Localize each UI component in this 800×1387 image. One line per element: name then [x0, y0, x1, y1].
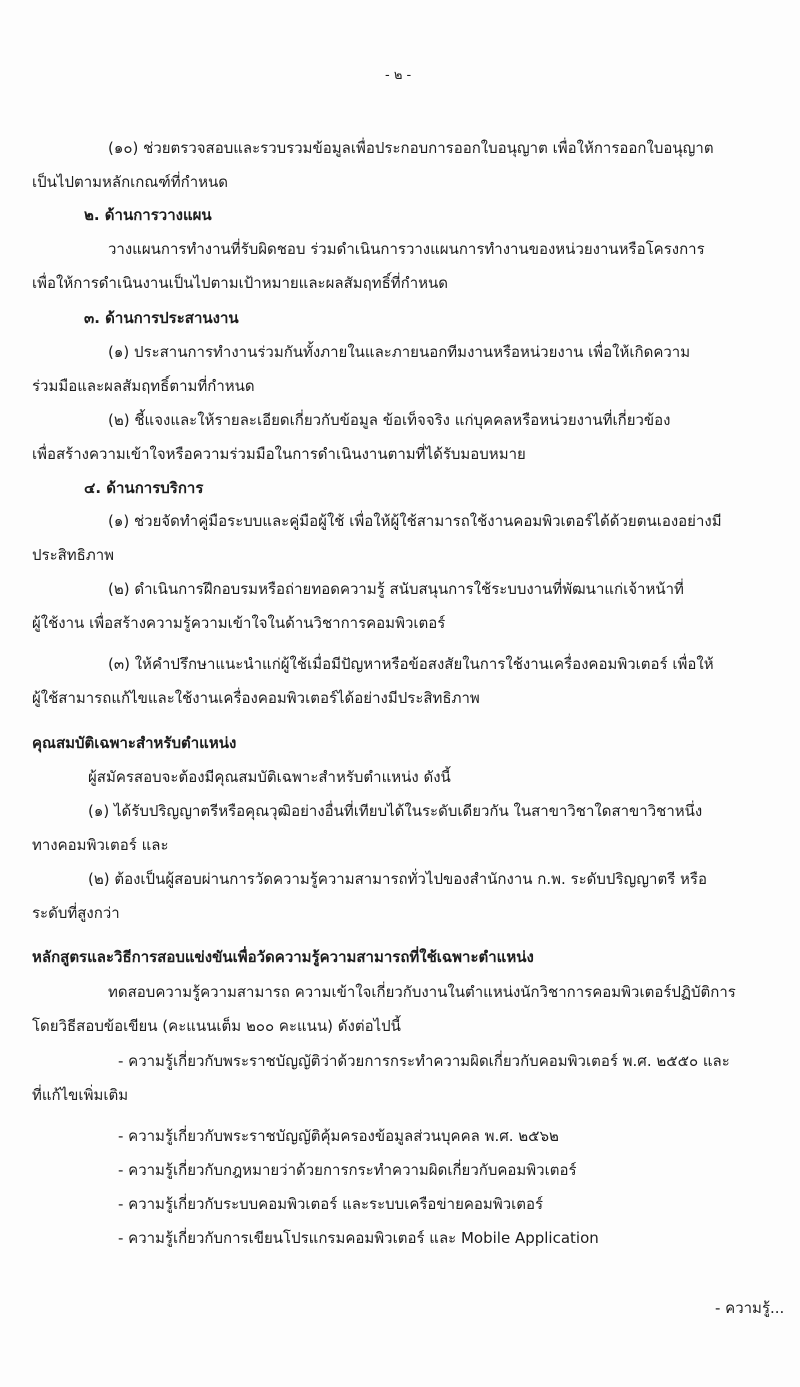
paragraph-line: ผู้ใช้สามารถแก้ไขและใช้งานเครื่องคอมพิวเตอร์ได้อย่างมีประสิทธิภาพ	[32, 689, 480, 707]
paragraph-line: ทดสอบความรู้ความสามารถ ความเข้าใจเกี่ยวกับงานในตำแหน่งนักวิชาการคอมพิวเตอร์ปฏิบัติการ	[108, 983, 736, 1001]
paragraph-line: ระดับที่สูงกว่า	[32, 904, 120, 922]
list-item: - ความรู้เกี่ยวกับการเขียนโปรแกรมคอมพิวเตอร์ และ Mobile Application	[118, 1229, 599, 1247]
paragraph-line: เป็นไปตามหลักเกณฑ์ที่กำหนด	[32, 173, 229, 191]
section-heading: ๒. ด้านการวางแผน	[84, 206, 212, 224]
paragraph-line: ผู้ใช้งาน เพื่อสร้างความรู้ความเข้าใจในด้านวิชาการคอมพิวเตอร์	[32, 614, 446, 632]
paragraph-line: (๑) ได้รับปริญญาตรีหรือคุณวุฒิอย่างอื่นที่เทียบได้ในระดับเดียวกัน ในสาขาวิชาใดสาขาวิชาหนึ่ง	[88, 802, 703, 820]
paragraph-line: (๑) ประสานการทำงานร่วมกันทั้งภายในและภายนอกทีมงานหรือหน่วยงาน เพื่อให้เกิดความ	[108, 343, 691, 361]
section-heading: คุณสมบัติเฉพาะสำหรับตำแหน่ง	[32, 734, 237, 752]
paragraph-line: โดยวิธีสอบข้อเขียน (คะแนนเต็ม ๒๐๐ คะแนน) ดังต่อไปนี้	[32, 1017, 401, 1035]
paragraph-line: เพื่อสร้างความเข้าใจหรือความร่วมมือในการดำเนินงานตามที่ได้รับมอบหมาย	[32, 445, 526, 463]
list-item: - ความรู้เกี่ยวกับพระราชบัญญัติว่าด้วยการกระทำความผิดเกี่ยวกับคอมพิวเตอร์ พ.ศ. ๒๕๕๐ และ	[118, 1052, 730, 1070]
section-heading: หลักสูตรและวิธีการสอบแข่งขันเพื่อวัดความรู้ความสามารถที่ใช้เฉพาะตำแหน่ง	[32, 948, 534, 966]
paragraph-line: ทางคอมพิวเตอร์ และ	[32, 836, 169, 854]
paragraph-line: (๒) ชี้แจงและให้รายละเอียดเกี่ยวกับข้อมูล ข้อเท็จจริง แก่บุคคลหรือหน่วยงานที่เกี่ยวข้อง	[108, 411, 671, 429]
paragraph-line: ประสิทธิภาพ	[32, 546, 115, 564]
paragraph-line: วางแผนการทำงานที่รับผิดชอบ ร่วมดำเนินการวางแผนการทำงานของหน่วยงานหรือโครงการ	[108, 240, 705, 258]
paragraph-line: (๒) ดำเนินการฝึกอบรมหรือถ่ายทอดความรู้ สนับสนุนการใช้ระบบงานที่พัฒนาแก่เจ้าหน้าที่	[108, 580, 684, 598]
list-item: - ความรู้เกี่ยวกับกฎหมายว่าด้วยการกระทำความผิดเกี่ยวกับคอมพิวเตอร์	[118, 1161, 577, 1179]
section-heading: ๓. ด้านการประสานงาน	[84, 309, 239, 327]
paragraph-line: ร่วมมือและผลสัมฤทธิ์ตามที่กำหนด	[32, 377, 255, 395]
paragraph-line: (๑๐) ช่วยตรวจสอบและรวบรวมข้อมูลเพื่อประกอบการออกใบอนุญาต เพื่อให้การออกใบอนุญาต	[108, 139, 714, 157]
page-number: - ๒ -	[385, 68, 412, 83]
paragraph-line: ผู้สมัครสอบจะต้องมีคุณสมบัติเฉพาะสำหรับตำแหน่ง ดังนี้	[88, 768, 451, 786]
list-item: - ความรู้เกี่ยวกับระบบคอมพิวเตอร์ และระบบเครือข่ายคอมพิวเตอร์	[118, 1195, 544, 1213]
section-heading: ๔. ด้านการบริการ	[84, 479, 204, 497]
list-item: - ความรู้เกี่ยวกับพระราชบัญญัติคุ้มครองข้อมูลส่วนบุคคล พ.ศ. ๒๕๖๒	[118, 1127, 559, 1145]
paragraph-line: เพื่อให้การดำเนินงานเป็นไปตามเป้าหมายและผลสัมฤทธิ์ที่กำหนด	[32, 274, 449, 292]
paragraph-line: (๓) ให้คำปรึกษาแนะนำแก่ผู้ใช้เมื่อมีปัญหาหรือข้อสงสัยในการใช้งานเครื่องคอมพิวเตอร์ เพื่อให้	[108, 655, 714, 673]
paragraph-line: (๒) ต้องเป็นผู้สอบผ่านการวัดความรู้ความสามารถทั่วไปของสำนักงาน ก.พ. ระดับปริญญาตรี หรือ	[88, 870, 707, 888]
continuation-marker: - ความรู้...	[715, 1299, 785, 1317]
paragraph-line: (๑) ช่วยจัดทำคู่มือระบบและคู่มือผู้ใช้ เพื่อให้ผู้ใช้สามารถใช้งานคอมพิวเตอร์ได้ด้วยตนเองอย่างมี	[108, 512, 722, 530]
list-item: ที่แก้ไขเพิ่มเติม	[32, 1086, 129, 1104]
